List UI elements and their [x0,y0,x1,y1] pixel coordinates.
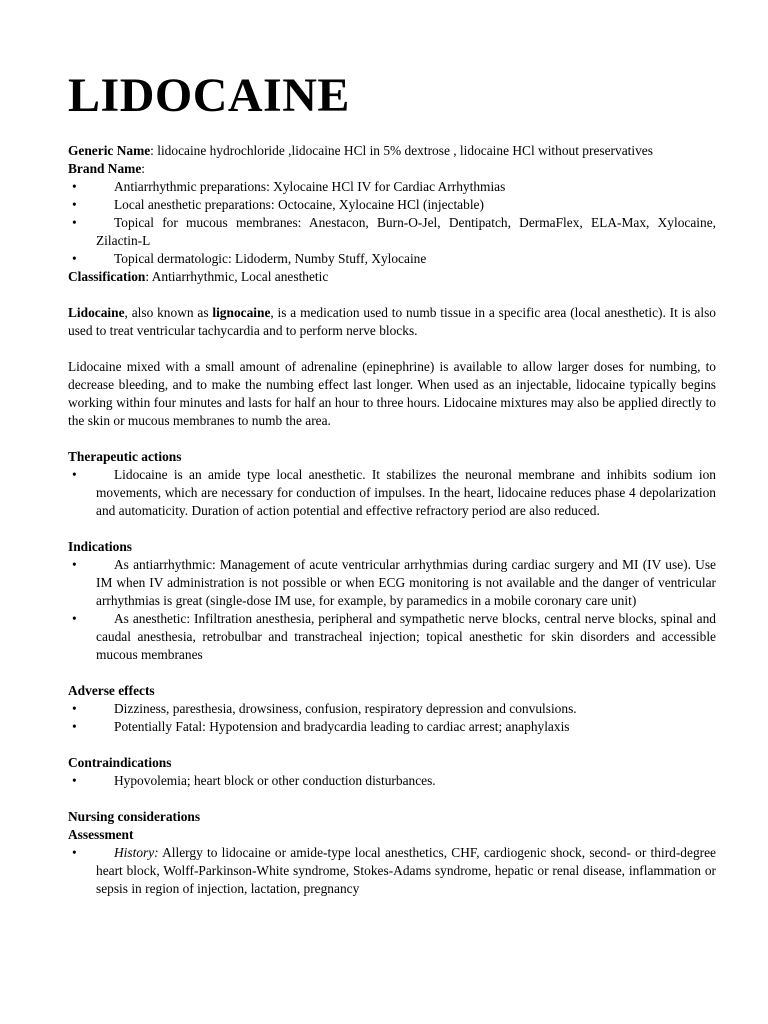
assessment-subheading: Assessment [68,827,134,842]
generic-name-text: : lidocaine hydrochloride ,lidocaine HCl in 5% dextrose , lidocaine HCl without preservatives [150,143,653,158]
assessment-list [68,844,716,898]
adverse-list [68,700,716,736]
intro-bold-lidocaine: Lidocaine [68,305,125,320]
list-item [68,700,716,718]
therapeutic-list [68,466,716,520]
brand-item-text: Topical dermatologic: Lidoderm, Numby Stuff, Xylocaine [114,251,427,266]
indication-item-text: As anesthetic: Infiltration anesthesia, peripheral and sympathetic nerve blocks, central nerve blocks, spinal and caudal anesthesia, retrobulbar and transtracheal injection; topical anesthetic for skin disorders and accessible mucous membranes [96,611,716,662]
bullet-icon: • [72,215,77,230]
contraindications-list [68,772,716,790]
adverse-heading: Adverse effects [68,683,155,698]
intro-text-2: , is a medication used to numb tissue in a specific area (local anesthetic). It is also used to treat ventricular tachycardia and to perform nerve blocks. [68,305,716,338]
page-title: LIDOCAINE [68,69,350,122]
bullet-icon: • [72,557,77,572]
contraindications-heading: Contraindications [68,755,172,770]
brand-name-line [68,160,716,178]
brand-name-colon: : [141,161,146,176]
list-item [68,718,716,736]
list-item [68,214,716,250]
intro-text-1: , also known as [124,305,213,320]
history-text: Allergy to lidocaine or amide-type local anesthetics, CHF, cardiogenic shock, second- or third-degree heart block, Wolff-Parkinson-White syndrome, Stokes-Adams syndrome, hepatic or renal disease, inflammation or sepsis in region of injection, lactation, pregnancy [96,845,716,896]
history-label: History: [114,845,159,860]
adverse-item-text: Dizziness, paresthesia, drowsiness, confusion, respiratory depression and convulsions. [114,701,577,716]
list-item [68,772,716,790]
therapeutic-item-text: Lidocaine is an amide type local anesthetic. It stabilizes the neuronal membrane and inhibits sodium ion movements, which are necessary for conduction of impulses. In the heart, lidocaine reduces phase 4 depolarization and automaticity. Duration of action potential and effective refractory period are also reduced. [96,467,716,518]
brand-item-text: Topical for mucous membranes: Anestacon, Burn-O-Jel, Dentipatch, DermaFlex, ELA-Max, Xylocaine, Zilactin-L [96,215,716,248]
adverse-item-text: Potentially Fatal: Hypotension and bradycardia leading to cardiac arrest; anaphylaxis [114,719,570,734]
list-item [68,466,716,520]
classification-text: : Antiarrhythmic, Local anesthetic [145,269,329,284]
bullet-icon: • [72,467,77,482]
list-item [68,844,716,898]
contraindication-item-text: Hypovolemia; heart block or other conduction disturbances. [114,773,436,788]
bullet-icon: • [72,197,77,212]
adrenaline-paragraph: Lidocaine mixed with a small amount of adrenaline (epinephrine) is available to allow larger doses for numbing, to decrease bleeding, and to make the numbing effect last longer. When used as an injectable, lidocaine typically begins working within four minutes and lasts for half an hour to three hours. Lidocaine mixtures may also be applied directly to the skin or mucous membranes to numb the area. [68,359,716,428]
nursing-heading: Nursing considerations [68,809,201,824]
list-item [68,196,716,214]
intro-paragraph [68,304,716,340]
list-item [68,250,716,268]
generic-name-label: Generic Name [68,143,151,158]
brand-list [68,178,716,268]
bullet-icon: • [72,611,77,626]
bullet-icon: • [72,773,77,788]
list-item [68,178,716,196]
brand-item-text: Antiarrhythmic preparations: Xylocaine HCl IV for Cardiac Arrhythmias [114,179,506,194]
bullet-icon: • [72,719,77,734]
classification-label: Classification [68,269,146,284]
indication-item-text: As antiarrhythmic: Management of acute ventricular arrhythmias during cardiac surgery and MI (IV use). Use IM when IV administration is not possible or when ECG monitoring is not available and the danger of ventricular arrhythmias is great (single-dose IM use, for example, by paramedics in a mobile coronary care unit) [96,557,716,608]
bullet-icon: • [72,701,77,716]
list-item [68,610,716,664]
indications-list [68,556,716,664]
bullet-icon: • [72,251,77,266]
indications-heading: Indications [68,539,132,554]
bullet-icon: • [72,845,77,860]
therapeutic-heading: Therapeutic actions [68,449,182,464]
classification-line [68,268,716,286]
drug-header [68,142,716,286]
intro-bold-lignocaine: lignocaine [212,305,271,320]
brand-name-label: Brand Name [68,161,142,176]
bullet-icon: • [72,179,77,194]
brand-item-text: Local anesthetic preparations: Octocaine, Xylocaine HCl (injectable) [114,197,484,212]
list-item [68,556,716,610]
generic-name-line [68,142,716,160]
